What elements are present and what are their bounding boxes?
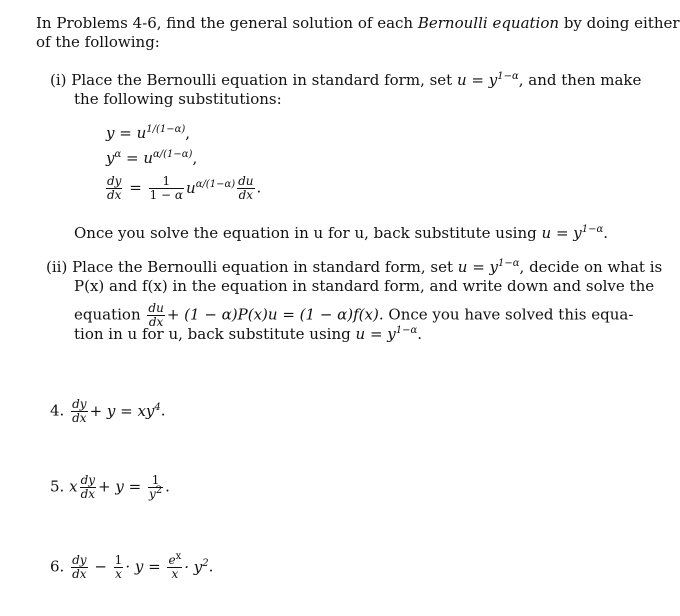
intro-line-2: of the following:: [36, 33, 160, 51]
subst-1: $y = u^{1/(1-\alpha)}$,: [106, 124, 191, 142]
intro-line-1: In Problems 4-6, find the general solution of each Bernoulli equation by doing either: [36, 14, 680, 32]
part-ii-line-2: P(x) and f(x) in the equation in standard form, and write down and solve the: [74, 277, 655, 295]
subst-3: $\frac{dy}{dx}$ = $\frac{1}{1 - \alpha}$ $u^{\alpha/(1-\alpha)}$ $\frac{du}{dx}$ .: [107, 174, 262, 202]
part-i-after: Once you solve the equation in u for u, back substitute using $u = y^{1-\alpha}$.: [74, 224, 609, 242]
problem-6: 6. $\frac{dy}{dx}$ − $\frac{1}{x}$ · y = $\frac{e^x}{x}$ · $y^2$.: [50, 551, 214, 581]
problem-4-number: 4.: [50, 401, 65, 420]
part-i-line-1: (i) Place the Bernoulli equation in standard form, set $u = y^{1-\alpha}$, and then make: [50, 71, 642, 89]
part-ii-line-1: (ii) Place the Bernoulli equation in standard form, set $u = y^{1-\alpha}$, decide on what is: [46, 258, 663, 276]
intro-emphasis: Bernoulli equation: [417, 14, 560, 32]
subst-2: $y^\alpha = u^{\alpha/(1-\alpha)}$,: [106, 149, 198, 167]
part-ii-label: (ii): [46, 258, 68, 276]
part-i-line-2: the following substitutions:: [74, 90, 282, 108]
problem-5-number: 5.: [50, 477, 65, 496]
problem-5: 5. x $\frac{dy}{dx}$ + y = $\frac{1}{y^2}$ .: [50, 473, 170, 501]
problem-6-number: 6.: [50, 557, 65, 576]
problem-4: 4. $\frac{dy}{dx}$ + $y = xy^4$.: [50, 397, 166, 425]
part-ii-line-3: equation $\frac{du}{dx}$ + (1 − α)P(x)u = (1 − α)f(x). Once you have solved this equa-: [74, 301, 634, 329]
part-i-label: (i): [50, 71, 67, 89]
math-sub-u: $u = y^{1-\alpha}$: [457, 71, 519, 89]
part-ii-line-4: tion in u for u, back substitute using $u = y^{1-\alpha}$.: [74, 325, 423, 343]
